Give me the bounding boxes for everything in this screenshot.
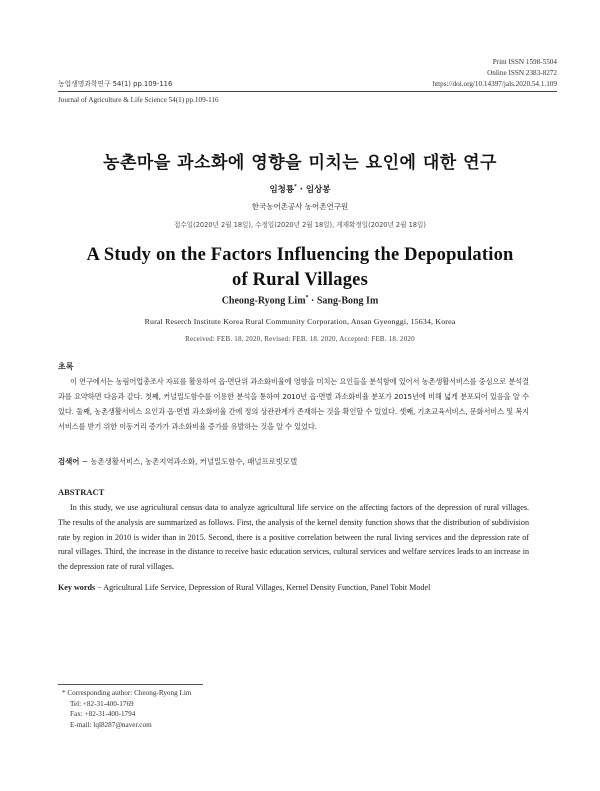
header-divider: [58, 91, 557, 92]
title-ko: 농촌마을 과소화에 영향을 미치는 요인에 대한 연구: [103, 153, 497, 173]
author2-en: Sang-Bong Im: [316, 295, 379, 307]
abstract-en-heading: ABSTRACT: [58, 487, 105, 497]
keywords-en-text: Agricultural Life Service, Depression of Rural Villages, Kernel Density Function, Panel Tobit Model: [103, 583, 431, 592]
footnote-email[interactable]: E-mail: lql8287@naver.com: [70, 720, 152, 729]
keywords-en-dash: −: [95, 583, 104, 592]
journal-ko: 농업생명과학연구 54(1) pp.109-116: [58, 80, 173, 88]
authors-ko: [0, 183, 600, 195]
footnote-tel: Tel: +82-31-400-1769: [70, 699, 134, 708]
affiliation-ko: 한국농어촌공사 농어촌연구원: [251, 202, 349, 211]
dates-ko: 접수일(2020년 2월 18일), 수정일(2020년 2월 18일), 게재확정일(2020년 2월 18일): [174, 221, 426, 229]
affiliation-en: Rural Reserch Institute Korea Rural Community Corporation, Ansan Gyeonggi, 15634, Korea: [144, 317, 456, 326]
keywords-en-label: Key words: [58, 583, 96, 592]
footnote-fax: Fax: +82-31-400-1794: [70, 710, 136, 719]
footnote-divider: [58, 684, 203, 685]
author-separator-ko: ·: [296, 185, 306, 195]
doi-link[interactable]: https://doi.org/10.14397/jals.2020.54.1.109: [432, 80, 557, 88]
footnote-corresponding: * Corresponding author: Cheong-Ryong Lim: [62, 689, 192, 697]
keywords-ko-label: 검색어: [58, 457, 80, 466]
online-issn: Online ISSN 2383-8272: [487, 69, 557, 77]
keywords-ko-dash: −: [79, 457, 91, 466]
author-separator-en: ·: [308, 295, 317, 307]
print-issn: Print ISSN 1598-5504: [492, 58, 557, 66]
dates-en: Received: FEB. 18. 2020, Revised: FEB. 18. 2020, Accepted: FEB. 18. 2020: [185, 335, 415, 343]
abstract-ko-text: 이 연구에서는 농림어업총조사 자료를 활용하여 읍·면단위 과소화비율에 영향을 미치는 요인들을 분석함에 있어서 농촌생활서비스를 중심으로 분석결과를 요약하면 다음과 같다. 첫째, 커널밀도함수를 이용한 분석을 통하여 2010년 읍·면별 과소화비율 분포가 2015년에 비해 넓게 분포되어 있음을 알 수 있다. 둘째, 농촌생활서비스 요인과 읍·면별 과소화비율 간에 정의 상관관계가 존재하는 것을 확인할 수 있었다. 셋째, 기초교육서비스, 문화서비스 및 복지서비스를 받기 위한 이동거리 증가가 과소화비율 증가를 유발하는 것을 알 수 있었다.: [58, 377, 529, 431]
corresponding-mark-en: *: [305, 295, 309, 301]
keywords-en: [58, 583, 430, 592]
abstract-ko-heading: 초록: [58, 362, 74, 371]
keywords-ko-text: 농촌생활서비스, 농촌지역과소화, 커널밀도함수, 패널프로빗모델: [90, 457, 298, 466]
title-en: [0, 243, 600, 293]
corresponding-mark-ko: *: [294, 184, 297, 191]
abstract-en-text: In this study, we use agricultural census data to analyze agricultural life service on the affecting factors of the depression of rural villages. The results of the analysis are summarized as follows. First, the analysis of the kernel density function shows that the distribution of subdivision rate by region in 2010 is wider than in 2015. Second, there is a positive correlation between the rural living services and the depression rate of rural villages. Third, the increase in the distance to receive basic education services, cultural services and welfare services leads to an increase in the depression rate of rural villages.: [58, 503, 529, 572]
author1-en: Cheong-Ryong Lim: [221, 295, 306, 307]
journal-en: Journal of Agriculture & Life Science 54(1) pp.109-116: [58, 96, 219, 104]
footnote: [62, 688, 191, 730]
authors-en: [0, 295, 600, 306]
title-en-line1: A Study on the Factors Influencing the Depopulation: [86, 245, 514, 265]
title-en-line2: of Rural Villages: [232, 270, 368, 290]
author1-ko: 임청룡: [269, 185, 295, 195]
keywords-ko: [58, 456, 297, 467]
author2-ko: 임상봉: [305, 185, 331, 195]
